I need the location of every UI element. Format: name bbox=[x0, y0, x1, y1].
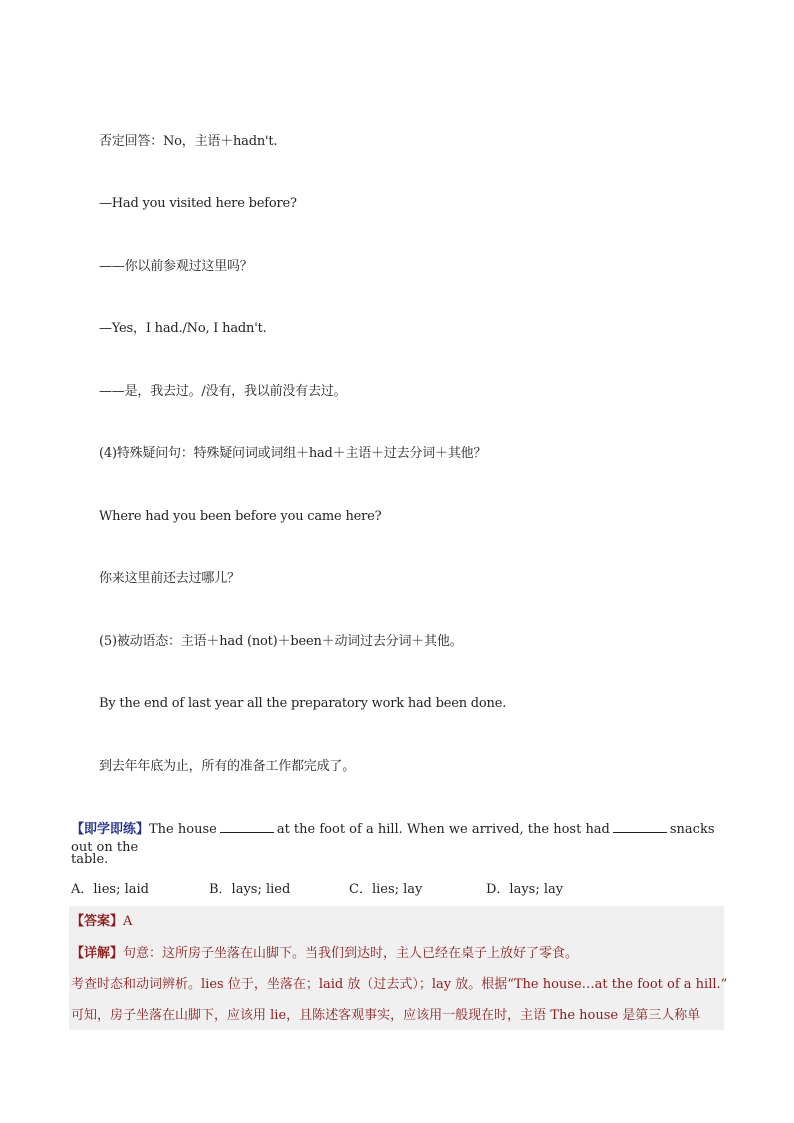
text-line: —Had you visited here before? bbox=[99, 196, 297, 211]
text-line: ——是，我去过。/没有，我以前没有去过。 bbox=[99, 384, 347, 399]
exercise-text-1: The house bbox=[149, 822, 217, 837]
option-c: C．lies; lay bbox=[349, 882, 423, 897]
text-line: 到去年年底为止，所有的准备工作都完成了。 bbox=[99, 759, 356, 774]
text-line: —Yes，I had./No, I hadn't. bbox=[99, 321, 267, 336]
text-line: 否定回答：No，主语＋hadn't. bbox=[99, 134, 278, 149]
exercise-text-4: table. bbox=[71, 852, 109, 867]
answer-blank-1 bbox=[220, 820, 274, 833]
text-line: 你来这里前还去过哪儿？ bbox=[99, 571, 240, 586]
detail-line-1 bbox=[71, 945, 578, 963]
answer-line bbox=[71, 913, 132, 931]
option-a: A．lies; laid bbox=[71, 882, 149, 897]
text-line: By the end of last year all the preparatory work had been done. bbox=[99, 696, 507, 711]
text-line: (5)被动语态：主语＋had (not)＋been＋动词过去分词＋其他。 bbox=[99, 634, 463, 649]
text-line: Where had you been before you came here? bbox=[99, 509, 382, 524]
option-d: D．lays; lay bbox=[486, 882, 564, 897]
answer-value: A bbox=[123, 914, 133, 929]
exercise-tag: 【即学即练】 bbox=[71, 822, 150, 837]
exercise-text-3: snacks out on the bbox=[71, 822, 715, 855]
answer-blank-2 bbox=[613, 820, 667, 833]
detail-tag: 【详解】 bbox=[71, 946, 124, 961]
detail-line-2: 考查时态和动词辨析。lies 位于，坐落在；laid 放（过去式）；lay 放。根据“The house…at the foot of a hill.” bbox=[71, 977, 728, 992]
detail-line-3: 可知，房子坐落在山脚下，应该用 lie，且陈述客观事实，应该用一般现在时，主语 The house 是第三人称单 bbox=[71, 1008, 701, 1023]
text-line: (4)特殊疑问句：特殊疑问词或词组＋had＋主语＋过去分词＋其他？ bbox=[99, 446, 487, 461]
answer-tag: 【答案】 bbox=[71, 914, 124, 929]
text-line: ——你以前参观过这里吗？ bbox=[99, 259, 253, 274]
option-b: B．lays; lied bbox=[209, 882, 291, 897]
exercise-question-cont bbox=[71, 851, 723, 869]
exercise-text-2: at the foot of a hill. When we arrived, the host had bbox=[276, 822, 610, 837]
detail-text-1: 句意：这所房子坐落在山脚下。当我们到达时，主人已经在桌子上放好了零食。 bbox=[123, 946, 579, 961]
